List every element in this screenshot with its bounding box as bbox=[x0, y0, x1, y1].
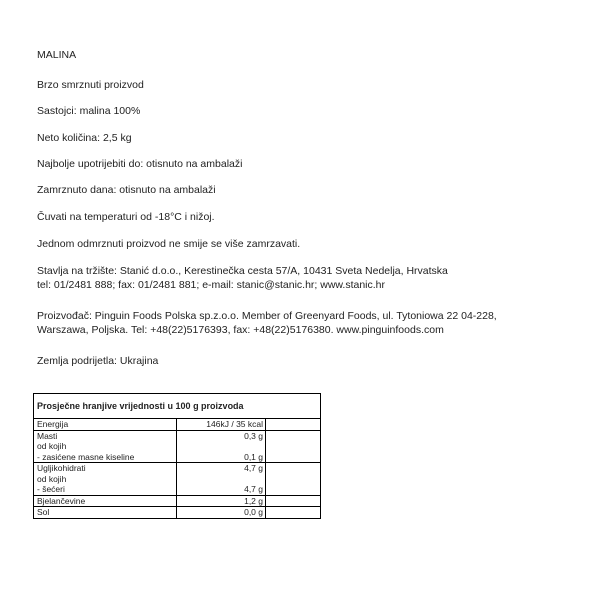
nutrient-name: Energija bbox=[34, 419, 177, 430]
refreeze-warning: Jednom odmrznuti proizvod ne smije se više zamrzavati. bbox=[37, 238, 301, 250]
nutrient-name: Ugljikohidrati od kojih - šećeri bbox=[34, 463, 177, 496]
nutrition-blank-cell bbox=[266, 430, 321, 463]
distributor-contact: tel: 01/2481 888; fax: 01/2481 881; e-mail: stanic@stanic.hr; www.stanic.hr bbox=[37, 279, 386, 291]
frozen-date: Zamrznuto dana: otisnuto na ambalaži bbox=[37, 184, 216, 196]
nutrient-value: 4,7 g 4,7 g bbox=[244, 463, 263, 494]
distributor-line: Stavlja na tržište: Stanić d.o.o., Kerestinečka cesta 57/A, 10431 Sveta Nedelja, Hrvatska bbox=[37, 265, 448, 277]
storage-instructions: Čuvati na temperaturi od -18°C i nižoj. bbox=[37, 211, 215, 223]
product-type: Brzo smrznuti proizvod bbox=[37, 79, 144, 91]
nutrient-name: Sol bbox=[34, 507, 177, 518]
manufacturer-address: Warszawa, Poljska. Tel: +48(22)5176393, fax: +48(22)5176380. www.pinguinfoods.com bbox=[37, 324, 444, 336]
nutrient-name: Bjelančevine bbox=[34, 495, 177, 507]
nutrition-row-carbohydrates bbox=[34, 463, 320, 496]
nutrition-table bbox=[33, 393, 321, 519]
nutrition-table-body bbox=[34, 419, 320, 518]
nutrition-row-energy bbox=[34, 419, 320, 430]
ingredients: Sastojci: malina 100% bbox=[37, 105, 141, 117]
nutrient-value: 146kJ / 35 kcal bbox=[206, 419, 263, 429]
manufacturer-line: Proizvođač: Pinguin Foods Polska sp.z.o.o. Member of Greenyard Foods, ul. Tytoniowa 22 04-228, bbox=[37, 310, 497, 322]
nutrient-name: Masti od kojih - zasićene masne kiseline bbox=[34, 430, 177, 463]
nutrition-blank-cell bbox=[266, 507, 321, 518]
product-name: MALINA bbox=[37, 49, 77, 61]
nutrition-table-title: Prosječne hranjive vrijednosti u 100 g proizvoda bbox=[34, 394, 320, 419]
nutrition-blank-cell bbox=[266, 495, 321, 507]
best-before: Najbolje upotrijebiti do: otisnuto na ambalaži bbox=[37, 158, 243, 170]
nutrition-row-salt bbox=[34, 507, 320, 518]
country-of-origin: Zemlja podrijetla: Ukrajina bbox=[37, 355, 159, 367]
nutrition-row-fat bbox=[34, 430, 320, 463]
net-quantity: Neto količina: 2,5 kg bbox=[37, 132, 132, 144]
nutrient-value: 1,2 g bbox=[244, 495, 263, 506]
nutrient-value: 0,0 g bbox=[244, 507, 263, 517]
nutrition-blank-cell bbox=[266, 419, 321, 430]
nutrient-value: 0,3 g 0,1 g bbox=[244, 430, 263, 462]
nutrition-blank-cell bbox=[266, 463, 321, 496]
nutrition-row-protein bbox=[34, 495, 320, 507]
